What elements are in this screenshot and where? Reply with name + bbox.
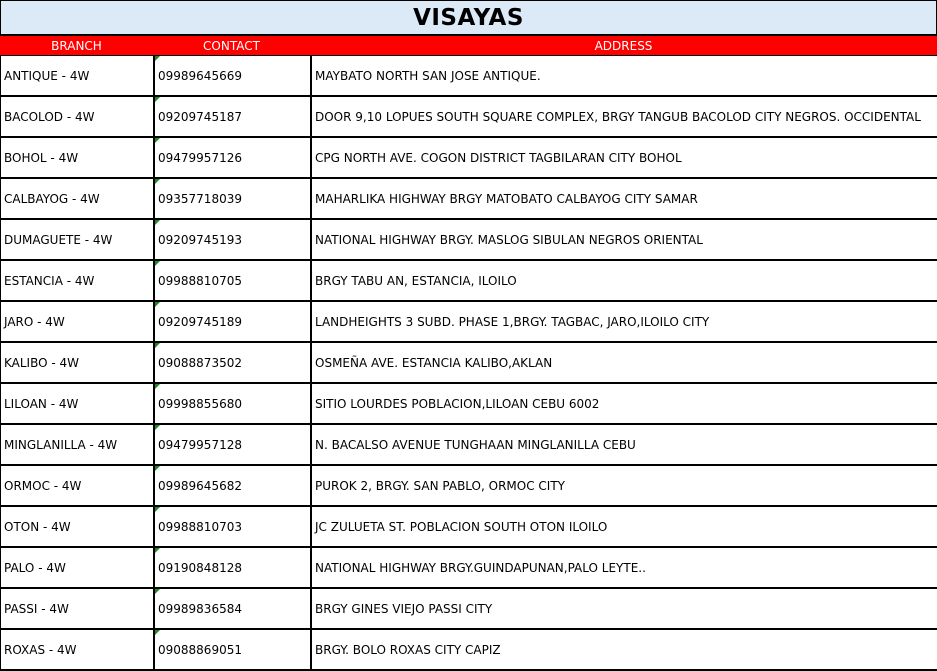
address-cell[interactable]: N. BACALSO AVENUE TUNGHAAN MINGLANILLA CEBU — [310, 425, 937, 464]
address-cell[interactable]: BRGY. BOLO ROXAS CITY CAPIZ — [310, 630, 937, 669]
table-row — [0, 261, 937, 302]
table-row — [0, 384, 937, 425]
address-cell[interactable]: JC ZULUETA ST. POBLACION SOUTH OTON ILOILO — [310, 507, 937, 546]
table-row — [0, 466, 937, 507]
cell-comment-marker-icon — [155, 548, 160, 553]
cell-comment-marker-icon — [155, 179, 160, 184]
contact-number: 09989645669 — [158, 69, 242, 83]
address-cell[interactable]: MAHARLIKA HIGHWAY BRGY MATOBATO CALBAYOG CITY SAMAR — [310, 179, 937, 218]
contact-cell[interactable] — [153, 179, 312, 218]
table-row — [0, 507, 937, 548]
contact-cell[interactable] — [153, 343, 312, 382]
contact-number: 09479957126 — [158, 151, 242, 165]
branch-cell[interactable]: ORMOC - 4W — [0, 466, 154, 505]
address-cell[interactable]: DOOR 9,10 LOPUES SOUTH SQUARE COMPLEX, BRGY TANGUB BACOLOD CITY NEGROS. OCCIDENTAL — [310, 97, 937, 136]
branch-cell[interactable]: BACOLOD - 4W — [0, 97, 154, 136]
address-cell[interactable]: NATIONAL HIGHWAY BRGY.GUINDAPUNAN,PALO LEYTE.. — [310, 548, 937, 587]
contact-cell[interactable] — [153, 507, 312, 546]
cell-comment-marker-icon — [155, 630, 160, 635]
address-cell[interactable]: NATIONAL HIGHWAY BRGY. MASLOG SIBULAN NEGROS ORIENTAL — [310, 220, 937, 259]
address-cell[interactable]: PUROK 2, BRGY. SAN PABLO, ORMOC CITY — [310, 466, 937, 505]
branch-cell[interactable]: OTON - 4W — [0, 507, 154, 546]
cell-comment-marker-icon — [155, 589, 160, 594]
table-row — [0, 220, 937, 261]
contact-cell[interactable] — [153, 425, 312, 464]
contact-number: 09988810705 — [158, 274, 242, 288]
contact-cell[interactable] — [153, 630, 312, 669]
address-cell[interactable]: BRGY GINES VIEJO PASSI CITY — [310, 589, 937, 628]
address-cell[interactable]: LANDHEIGHTS 3 SUBD. PHASE 1,BRGY. TAGBAC, JARO,ILOILO CITY — [310, 302, 937, 341]
contact-cell[interactable] — [153, 466, 312, 505]
address-cell[interactable]: BRGY TABU AN, ESTANCIA, ILOILO — [310, 261, 937, 300]
table-row — [0, 179, 937, 220]
column-header-branch: BRANCH — [51, 39, 102, 53]
table-row — [0, 548, 937, 589]
cell-comment-marker-icon — [155, 56, 160, 61]
cell-comment-marker-icon — [155, 302, 160, 307]
table-row — [0, 56, 937, 97]
branch-cell[interactable]: CALBAYOG - 4W — [0, 179, 154, 218]
cell-comment-marker-icon — [155, 220, 160, 225]
contact-cell[interactable] — [153, 589, 312, 628]
contact-number: 09209745189 — [158, 315, 242, 329]
address-cell[interactable]: CPG NORTH AVE. COGON DISTRICT TAGBILARAN CITY BOHOL — [310, 138, 937, 177]
contact-number: 09989836584 — [158, 602, 242, 616]
contact-cell[interactable] — [153, 384, 312, 423]
cell-comment-marker-icon — [155, 138, 160, 143]
address-cell[interactable]: OSMEÑA AVE. ESTANCIA KALIBO,AKLAN — [310, 343, 937, 382]
contact-number: 09988810703 — [158, 520, 242, 534]
table-row — [0, 425, 937, 466]
branch-cell[interactable]: ROXAS - 4W — [0, 630, 154, 669]
sheet-title: VISAYAS — [0, 0, 937, 36]
contact-cell[interactable] — [153, 220, 312, 259]
table-row — [0, 302, 937, 343]
contact-cell[interactable] — [153, 97, 312, 136]
address-cell[interactable]: MAYBATO NORTH SAN JOSE ANTIQUE. — [310, 56, 937, 95]
table-header — [0, 36, 937, 56]
cell-comment-marker-icon — [155, 425, 160, 430]
column-header-address: ADDRESS — [594, 39, 653, 53]
branch-cell[interactable]: LILOAN - 4W — [0, 384, 154, 423]
contact-cell[interactable] — [153, 56, 312, 95]
contact-cell[interactable] — [153, 548, 312, 587]
branch-cell[interactable]: PALO - 4W — [0, 548, 154, 587]
column-header-contact: CONTACT — [203, 39, 260, 53]
contact-number: 09989645682 — [158, 479, 242, 493]
contact-number: 09357718039 — [158, 192, 242, 206]
contact-number: 09998855680 — [158, 397, 242, 411]
table-row — [0, 138, 937, 179]
contact-number: 09088873502 — [158, 356, 242, 370]
branch-cell[interactable]: JARO - 4W — [0, 302, 154, 341]
contact-number: 09190848128 — [158, 561, 242, 575]
cell-comment-marker-icon — [155, 343, 160, 348]
contact-number: 09209745193 — [158, 233, 242, 247]
branch-cell[interactable]: MINGLANILLA - 4W — [0, 425, 154, 464]
cell-comment-marker-icon — [155, 261, 160, 266]
table-row — [0, 589, 937, 630]
contact-number: 09209745187 — [158, 110, 242, 124]
contact-cell[interactable] — [153, 261, 312, 300]
branch-cell[interactable]: KALIBO - 4W — [0, 343, 154, 382]
branch-cell[interactable]: ESTANCIA - 4W — [0, 261, 154, 300]
cell-comment-marker-icon — [155, 384, 160, 389]
branch-cell[interactable]: DUMAGUETE - 4W — [0, 220, 154, 259]
contact-cell[interactable] — [153, 138, 312, 177]
cell-comment-marker-icon — [155, 97, 160, 102]
table-row — [0, 630, 937, 671]
table-body — [0, 56, 937, 671]
address-cell[interactable]: SITIO LOURDES POBLACION,LILOAN CEBU 6002 — [310, 384, 937, 423]
contact-number: 09088869051 — [158, 643, 242, 657]
branch-cell[interactable]: PASSI - 4W — [0, 589, 154, 628]
contact-cell[interactable] — [153, 302, 312, 341]
contact-number: 09479957128 — [158, 438, 242, 452]
table-row — [0, 343, 937, 384]
cell-comment-marker-icon — [155, 507, 160, 512]
branch-cell[interactable]: ANTIQUE - 4W — [0, 56, 154, 95]
cell-comment-marker-icon — [155, 466, 160, 471]
branch-cell[interactable]: BOHOL - 4W — [0, 138, 154, 177]
table-row — [0, 97, 937, 138]
